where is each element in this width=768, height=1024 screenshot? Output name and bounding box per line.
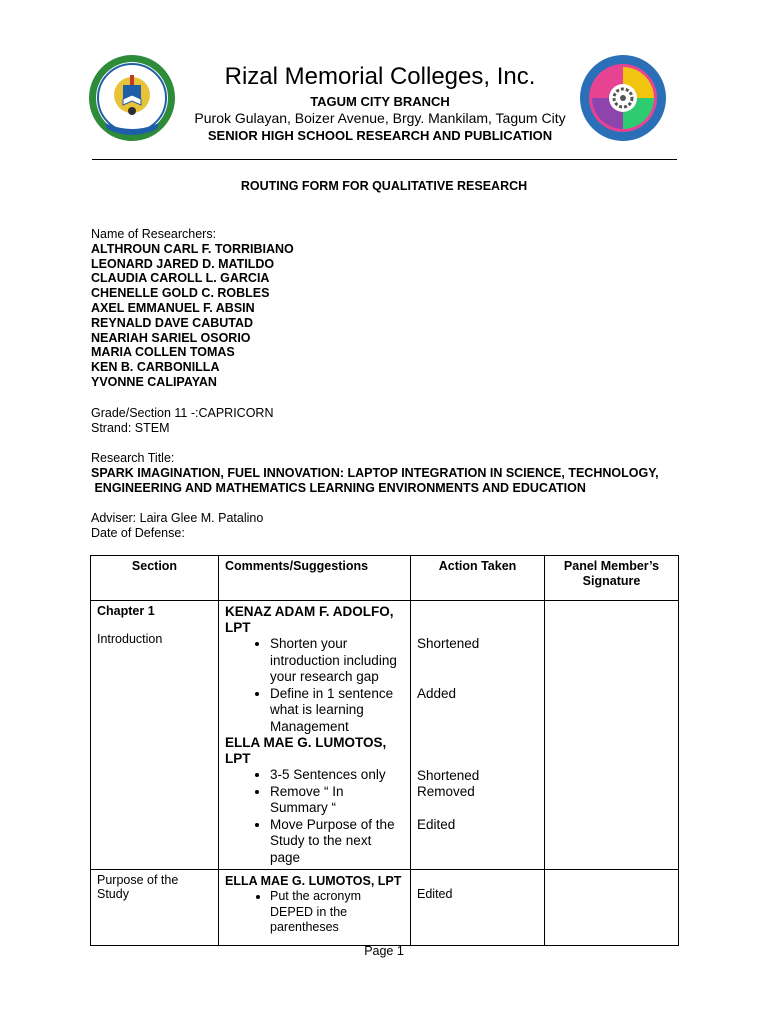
section-name: Purpose of the Study (97, 873, 179, 901)
adviser-section (91, 511, 263, 541)
letterhead (170, 62, 590, 144)
branch-name: TAGUM CITY BRANCH (310, 94, 450, 109)
grade-section: Grade/Section 11 -:CAPRICORN (91, 406, 274, 420)
section-cell (91, 870, 219, 946)
research-title-line: ENGINEERING AND MATHEMATICS LEARNING ENVIRONMENTS AND EDUCATION (91, 480, 586, 495)
routing-table (90, 555, 679, 946)
institution-address: Purok Gulayan, Boizer Avenue, Brgy. Mankilam, Tagum City (194, 110, 566, 126)
grade-strand-section (91, 406, 273, 436)
panel-member-name: ELLA MAE G. LUMOTOS, LPT (225, 735, 387, 766)
section-name: Chapter 1 (97, 604, 155, 618)
panel-member-name: KENAZ ADAM F. ADOLFO, LPT (225, 604, 394, 635)
table-row (91, 601, 679, 870)
researcher-name: REYNALD DAVE CABUTAD (91, 315, 254, 330)
column-header-signature: Panel Member’s Signature (545, 556, 679, 601)
comment-item: • Remove “ In Summary “ (270, 784, 404, 817)
comment-item: • 3-5 Sentences only (270, 767, 404, 784)
researcher-name: CLAUDIA CAROLL L. GARCIA (91, 271, 270, 286)
comment-item: • Define in 1 sentence what is learning Management (270, 686, 404, 736)
researcher-name: LEONARD JARED D. MATILDO (91, 256, 275, 271)
researcher-name: ALTHROUN CARL F. TORRIBIANO (91, 241, 294, 256)
comment-item: • Move Purpose of the Study to the next page (270, 817, 404, 867)
adviser: Adviser: Laira Glee M. Patalino (91, 511, 264, 525)
date-of-defense: Date of Defense: (91, 525, 185, 540)
panel-member-name: ELLA MAE G. LUMOTOS, LPT (225, 874, 402, 888)
department-name: SENIOR HIGH SCHOOL RESEARCH AND PUBLICATION (207, 128, 553, 143)
page-number: Page 1 (364, 944, 404, 958)
researcher-name: KEN B. CARBONILLA (91, 360, 220, 375)
subsection-name: Introduction (97, 632, 163, 646)
signature-cell (545, 870, 679, 946)
comment-list (225, 889, 404, 936)
comments-cell (219, 870, 411, 946)
action-cell (411, 870, 545, 946)
action-item: Edited (417, 817, 456, 832)
research-title-label: Research Title: (91, 451, 175, 465)
researcher-name: YVONNE CALIPAYAN (91, 374, 217, 389)
action-item: Edited (417, 887, 453, 901)
comment-item: • Put the acronym DEPED in the parentheses (270, 889, 404, 936)
institution-name: Rizal Memorial Colleges, Inc. (224, 63, 536, 90)
researchers-section (91, 227, 294, 390)
research-title-line: SPARK IMAGINATION, FUEL INNOVATION: LAPTOP INTEGRATION IN SCIENCE, TECHNOLOGY, (91, 465, 659, 480)
researcher-name: MARIA COLLEN TOMAS (91, 345, 235, 360)
column-header-comments: Comments/Suggestions (219, 556, 411, 601)
research-title-section (91, 451, 681, 495)
comments-cell (219, 601, 411, 870)
signature-cell (545, 601, 679, 870)
action-item: Removed (417, 784, 475, 799)
senior-high-seal-logo (578, 53, 668, 143)
researchers-label: Name of Researchers: (91, 227, 217, 241)
section-cell (91, 601, 219, 870)
comment-item: • Shorten your introduction including your research gap (270, 636, 404, 686)
researcher-name: CHENELLE GOLD C. ROBLES (91, 286, 270, 301)
action-item: Shortened (417, 636, 480, 651)
comment-list (225, 767, 404, 866)
column-header-action: Action Taken (411, 556, 545, 601)
researcher-name: NEARIAH SARIEL OSORIO (91, 330, 251, 345)
form-title: ROUTING FORM FOR QUALITATIVE RESEARCH (240, 179, 528, 193)
action-cell (411, 601, 545, 870)
table-row (91, 870, 679, 946)
action-item: Added (417, 686, 457, 701)
strand: Strand: STEM (91, 420, 170, 435)
college-seal-logo (87, 53, 177, 143)
researcher-name: AXEL EMMANUEL F. ABSIN (91, 300, 255, 315)
table-header-row (91, 556, 679, 601)
header-divider (92, 159, 677, 160)
comment-list (225, 636, 404, 735)
column-header-section: Section (91, 556, 219, 601)
action-item: Shortened (417, 768, 480, 783)
